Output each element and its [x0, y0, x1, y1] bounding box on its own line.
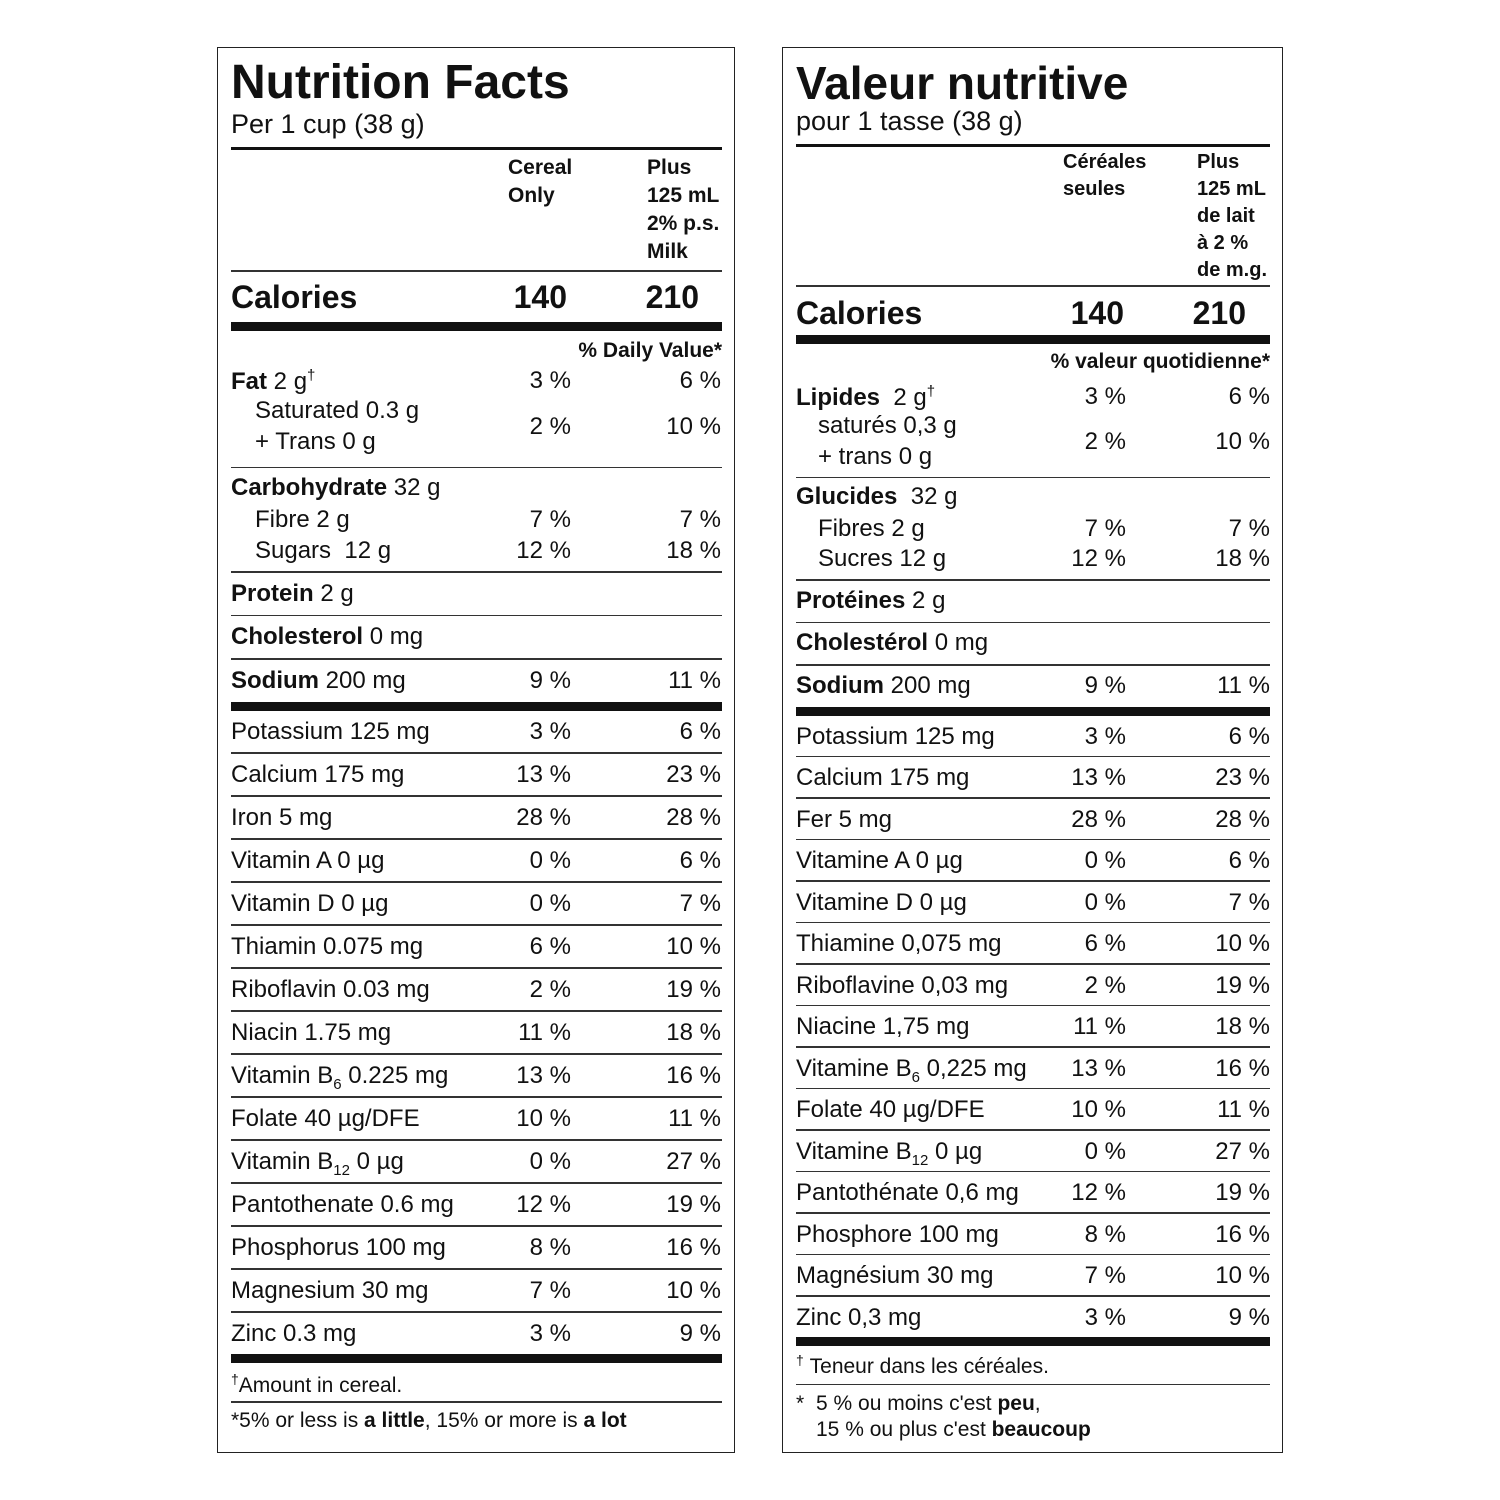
nutrient-dv-cereal: 6 %	[1084, 930, 1126, 957]
calories-milk: 210	[645, 278, 699, 315]
sugars-row: Sugars 12 g 12 % 18 %	[255, 537, 721, 564]
thick-divider	[796, 707, 1270, 716]
nutrient-dv-milk: 11 %	[668, 1104, 721, 1132]
fibre-row: Fibres 2 g 7 % 7 %	[818, 515, 1270, 542]
nutrient-dv-cereal: 13 %	[1071, 1054, 1126, 1082]
protein-row: Protein 2 g	[231, 579, 354, 607]
nutrient-row	[231, 711, 722, 753]
nutrient-dv-cereal: 0 %	[529, 889, 571, 917]
nutrient-dv-cereal: 12 %	[1071, 1179, 1126, 1206]
nutrient-dv-milk: 16 %	[1215, 1054, 1270, 1082]
column-header-milk: Plus 125 mL de lait à 2 % de m.g.	[1197, 151, 1268, 281]
nutrient-dv-milk: 7 %	[1228, 888, 1270, 916]
nutrient-label: Pantothenate 0.6 mg	[231, 1190, 454, 1218]
footnote-amount: †Amount in cereal.	[231, 1371, 403, 1397]
nutrient-dv-cereal: 8 %	[1084, 1220, 1126, 1248]
nutrient-label: Pantothénate 0,6 mg	[796, 1179, 1019, 1206]
nutrient-label: Niacine 1,75 mg	[796, 1013, 970, 1040]
nutrient-dv-milk: 6 %	[679, 846, 721, 874]
nutrient-label: Folate 40 µg/DFE	[231, 1104, 420, 1132]
nutrient-label: Riboflavine 0,03 mg	[796, 971, 1009, 999]
nutrition-facts-panel-fr	[782, 47, 1283, 1453]
nutrient-dv-cereal: 13 %	[1071, 764, 1126, 791]
nutrient-dv-cereal: 28 %	[516, 803, 571, 831]
footnote-amount: † Teneur dans les céréales.	[796, 1351, 1049, 1378]
fat-dv-cereal: 3 %	[529, 366, 571, 394]
nutrient-row	[231, 1313, 722, 1355]
nutrient-dv-milk: 10 %	[1215, 930, 1270, 957]
cholesterol-row: Cholesterol 0 mg	[231, 623, 424, 650]
nutrient-row	[231, 1184, 722, 1226]
nutrient-dv-cereal: 3 %	[1084, 1303, 1126, 1331]
nutrient-dv-cereal: 3 %	[529, 1319, 571, 1347]
nutrient-label: Vitamine A 0 µg	[796, 847, 963, 874]
calories-row: Calories 140 210	[796, 294, 1246, 331]
nutrient-dv-milk: 27 %	[666, 1147, 721, 1175]
nutrient-label: Riboflavin 0.03 mg	[231, 975, 430, 1003]
nutrient-label: Phosphorus 100 mg	[231, 1233, 446, 1261]
nutrient-label: Iron 5 mg	[231, 803, 333, 831]
nutrient-label: Calcium 175 mg	[231, 760, 405, 788]
panel-title: Nutrition Facts	[231, 56, 570, 109]
divider	[796, 477, 1270, 479]
mineral-list-en	[231, 711, 722, 1355]
trans-label: + Trans 0 g	[255, 427, 376, 455]
nutrient-dv-milk: 6 %	[679, 717, 721, 745]
protein-row: Protéines 2 g	[796, 586, 946, 614]
column-headers	[231, 150, 722, 270]
nutrient-dv-cereal: 7 %	[1084, 1262, 1126, 1289]
nutrient-dv-milk: 9 %	[1228, 1303, 1270, 1331]
nutrient-row	[231, 840, 722, 882]
nutrient-row	[231, 797, 722, 839]
column-header-cereal: Cereal Only	[508, 156, 573, 207]
nutrient-label: Zinc 0,3 mg	[796, 1303, 922, 1331]
nutrient-row	[231, 883, 722, 925]
thick-divider	[231, 322, 722, 331]
panel-title: Valeur nutritive	[796, 57, 1129, 109]
column-headers	[796, 147, 1270, 285]
nutrient-dv-milk: 28 %	[666, 803, 721, 831]
nutrient-dv-milk: 18 %	[666, 1018, 721, 1046]
nutrient-label: Fer 5 mg	[796, 805, 893, 833]
nutrient-dv-cereal: 13 %	[516, 1061, 571, 1089]
nutrient-label: Potassium 125 mg	[796, 722, 995, 750]
thick-divider	[231, 1354, 722, 1363]
nutrient-label: Vitamine $B_6$ 0,225 mg	[796, 1054, 1027, 1086]
mineral-list-fr	[796, 716, 1270, 1337]
nutrient-row	[231, 1227, 722, 1269]
nutrient-label: Vitamine $B_{12}$ 0 µg	[796, 1137, 983, 1169]
fibre-row: Fibre 2 g 7 % 7 %	[255, 506, 721, 533]
carbohydrate-row: Glucides 32 g	[796, 483, 958, 510]
calories-cereal: 140	[513, 278, 567, 315]
nutrient-label: Phosphore 100 mg	[796, 1220, 999, 1248]
nutrient-label: Magnesium 30 mg	[231, 1276, 429, 1304]
nutrient-row	[796, 1089, 1270, 1129]
nutrient-row	[796, 1214, 1270, 1254]
nutrient-label: Vitamin A 0 µg	[231, 846, 385, 874]
nutrient-row	[796, 923, 1270, 963]
thick-divider	[231, 702, 722, 711]
nutrient-row	[796, 1172, 1270, 1212]
nutrient-dv-cereal: 8 %	[529, 1233, 571, 1261]
nutrient-label: Vitamine D 0 µg	[796, 888, 967, 916]
nutrient-dv-cereal: 0 %	[529, 846, 571, 874]
calories-label: Calories	[231, 278, 358, 315]
nutrient-row	[796, 1048, 1270, 1088]
nutrient-dv-milk: 7 %	[679, 889, 721, 917]
calories-row	[231, 272, 722, 322]
nutrient-dv-cereal: 6 %	[529, 932, 571, 960]
nutrient-dv-milk: 6 %	[1228, 847, 1270, 874]
nutrient-row	[796, 882, 1270, 922]
sodium-row: Sodium 200 mg 9 % 11 %	[796, 671, 1270, 699]
nutrient-dv-cereal: 10 %	[516, 1104, 571, 1132]
nutrient-row	[796, 1255, 1270, 1295]
fat-label: Fat 2 g†	[231, 366, 316, 395]
serving-size: pour 1 tasse (38 g)	[796, 106, 1023, 136]
divider	[231, 467, 722, 469]
serving-size: Per 1 cup (38 g)	[231, 109, 425, 139]
nutrition-facts-panel-en	[217, 47, 735, 1453]
nutrient-row	[796, 965, 1270, 1005]
nutrient-row	[231, 1098, 722, 1140]
saturated-trans-row: saturés 0,3 g + trans 0 g 2 % 10 %	[818, 411, 1270, 470]
nutrient-row	[796, 1297, 1270, 1337]
nutrient-dv-milk: 23 %	[666, 760, 721, 788]
nutrient-row	[796, 716, 1270, 756]
nutrient-dv-milk: 16 %	[1215, 1220, 1270, 1248]
carbohydrate-row: Carbohydrate 32 g	[231, 474, 441, 501]
nutrient-dv-cereal: 10 %	[1071, 1096, 1126, 1123]
nutrient-dv-cereal: 7 %	[529, 1276, 571, 1304]
nutrient-row	[796, 1006, 1270, 1046]
column-header-cereal: Céréales seules	[1063, 151, 1147, 200]
nutrient-label: Magnésium 30 mg	[796, 1262, 994, 1289]
nutrient-dv-cereal: 3 %	[529, 717, 571, 745]
nutrient-row	[231, 1055, 722, 1097]
daily-value-header: % Daily Value*	[578, 338, 722, 362]
nutrient-label: Vitamin D 0 µg	[231, 889, 389, 917]
panel-content-en	[231, 56, 722, 1433]
nutrient-dv-milk: 27 %	[1215, 1137, 1270, 1165]
column-header-milk: Plus 125 mL 2% p.s. Milk	[647, 156, 720, 263]
nutrient-dv-milk: 19 %	[666, 975, 721, 1003]
nutrient-dv-cereal: 11 %	[518, 1018, 571, 1046]
panel-content-fr	[796, 56, 1270, 1443]
nutrient-dv-milk: 19 %	[666, 1190, 721, 1218]
nutrient-dv-cereal: 11 %	[1073, 1013, 1126, 1040]
nutrient-dv-milk: 28 %	[1215, 805, 1270, 833]
nutrient-dv-cereal: 2 %	[529, 975, 571, 1003]
nutrient-dv-cereal: 2 %	[1084, 971, 1126, 999]
nutrient-dv-cereal: 28 %	[1071, 805, 1126, 833]
thick-divider	[796, 335, 1270, 344]
nutrient-dv-cereal: 0 %	[1084, 847, 1126, 874]
nutrient-row	[796, 840, 1270, 880]
nutrient-dv-cereal: 0 %	[1084, 888, 1126, 916]
nutrient-row	[231, 1012, 722, 1054]
nutrient-row	[796, 799, 1270, 839]
saturated-label: Saturated 0.3 g	[255, 396, 420, 424]
nutrient-label: Thiamin 0.075 mg	[231, 932, 424, 960]
footnote-daily-value: *5% or less is a little, 15% or more is a lot	[231, 1408, 627, 1432]
nutrient-label: Niacin 1.75 mg	[231, 1018, 392, 1046]
cholesterol-row: Cholestérol 0 mg	[796, 629, 989, 656]
nutrient-row	[231, 926, 722, 968]
nutrient-label: Zinc 0.3 mg	[231, 1319, 357, 1347]
sodium-row: Sodium 200 mg 9 % 11 %	[231, 666, 721, 694]
nutrient-dv-cereal: 0 %	[1084, 1137, 1126, 1165]
nutrient-label: Potassium 125 mg	[231, 717, 430, 745]
nutrient-row	[796, 1131, 1270, 1171]
nutrient-dv-milk: 19 %	[1215, 1179, 1270, 1206]
nutrient-label: Vitamin $B_{12}$ 0 µg	[231, 1147, 404, 1179]
nutrient-dv-milk: 6 %	[1228, 722, 1270, 750]
nutrient-dv-milk: 10 %	[666, 1276, 721, 1304]
nutrient-dv-milk: 18 %	[1215, 1013, 1270, 1040]
saturated-dv-milk: 10 %	[666, 412, 721, 440]
nutrient-dv-milk: 10 %	[1215, 1262, 1270, 1289]
nutrient-label: Calcium 175 mg	[796, 764, 970, 791]
nutrient-dv-milk: 9 %	[679, 1319, 721, 1347]
nutrient-row	[796, 757, 1270, 797]
nutrient-label: Folate 40 µg/DFE	[796, 1096, 985, 1123]
nutrient-dv-milk: 23 %	[1215, 764, 1270, 791]
nutrient-row	[231, 1141, 722, 1183]
nutrient-dv-milk: 19 %	[1215, 971, 1270, 999]
nutrient-dv-cereal: 12 %	[516, 1190, 571, 1218]
fat-row: Lipides 2 g† 3 % 6 %	[796, 382, 1270, 411]
nutrient-dv-milk: 16 %	[666, 1233, 721, 1261]
nutrient-dv-milk: 11 %	[1217, 1096, 1270, 1123]
fat-row	[231, 365, 722, 397]
fat-dv-milk: 6 %	[679, 366, 721, 394]
nutrient-label: Thiamine 0,075 mg	[796, 930, 1002, 957]
sugars-row: Sucres 12 g 12 % 18 %	[818, 545, 1270, 572]
footnote-daily-value: * 5 % ou moins c'est peu, 15 % ou plus c'est beaucoup	[796, 1392, 1091, 1441]
nutrient-row	[231, 754, 722, 796]
saturated-trans-row	[231, 397, 722, 461]
nutrient-dv-cereal: 13 %	[516, 760, 571, 788]
thick-divider	[796, 1337, 1270, 1346]
nutrient-row	[231, 1270, 722, 1312]
daily-value-header: % valeur quotidienne*	[1050, 349, 1270, 373]
nutrient-dv-cereal: 0 %	[529, 1147, 571, 1175]
nutrient-dv-milk: 10 %	[666, 932, 721, 960]
nutrient-label: Vitamin $B_6$ 0.225 mg	[231, 1061, 449, 1093]
saturated-dv-cereal: 2 %	[529, 412, 571, 440]
nutrient-row	[231, 969, 722, 1011]
nutrient-dv-cereal: 3 %	[1084, 722, 1126, 750]
nutrient-dv-milk: 16 %	[666, 1061, 721, 1089]
